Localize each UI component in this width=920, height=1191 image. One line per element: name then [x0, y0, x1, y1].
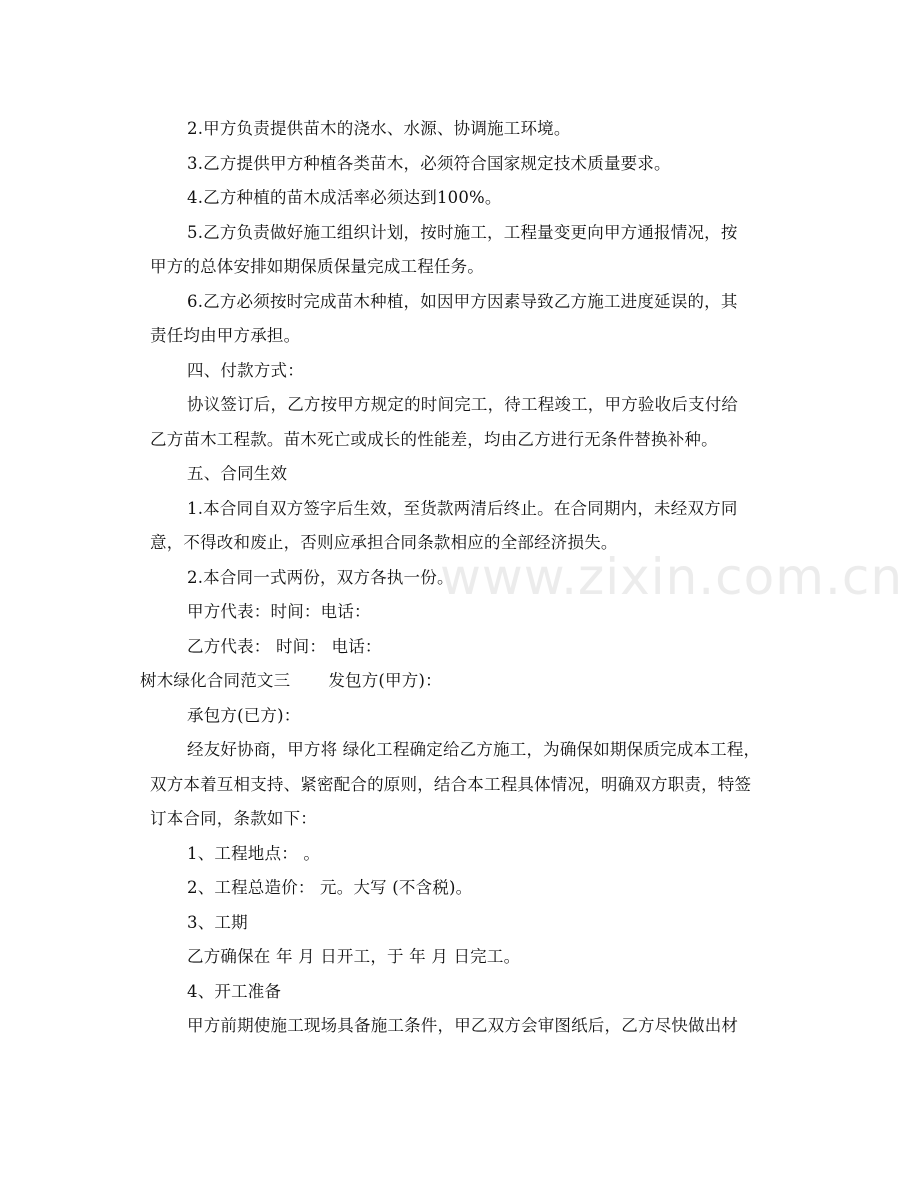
contract-party-b: 承包方(已方)： [187, 705, 301, 725]
contract-party-a: 发包方(甲方)： [328, 671, 442, 690]
payment-line-2: 乙方苗木工程款。苗木死亡或成长的性能差，均由乙方进行无条件替换补种。 [150, 429, 718, 449]
preamble-line-2: 双方本着互相支持、紧密配合的原则，结合本工程具体情况，明确双方职责，特签 [150, 774, 752, 794]
clause-5-line-1: 5.乙方负责做好施工组织计划，按时施工，工程量变更向甲方通报情况，按 [187, 222, 738, 242]
preamble-line-1: 经友好协商，甲方将 绿化工程确定给乙方施工，为确保如期保质完成本工程， [187, 740, 761, 759]
effect-clause-1-line-1: 1.本合同自双方签字后生效，至货款两清后终止。在合同期内，未经双方同 [187, 498, 738, 518]
effect-clause-1-line-2: 意，不得改和废止，否则应承担合同条款相应的全部经济损失。 [150, 533, 618, 552]
item-2-total-cost: 2、工程总造价： 元。大写 (不含税)。 [187, 878, 473, 897]
contract-title: 树木绿化合同范文三 [140, 671, 291, 690]
item-3-schedule-heading: 3、工期 [187, 912, 248, 932]
contract-title-line [140, 664, 790, 699]
clause-6-line-2: 责任均由甲方承担。 [150, 326, 301, 345]
section-5-heading: 五、合同生效 [187, 464, 288, 483]
clause-3-seedling-quality: 3.乙方提供甲方种植各类苗木，必须符合国家规定技术质量要求。 [187, 153, 671, 173]
item-4-preparation-detail: 甲方前期使施工现场具备施工条件，甲乙双方会审图纸后，乙方尽快做出材 [187, 1016, 739, 1035]
clause-4-survival-rate: 4.乙方种植的苗木成活率必须达到100%。 [187, 188, 502, 207]
item-1-location: 1、工程地点： 。 [187, 843, 321, 863]
clause-2-supply-water: 2.甲方负责提供苗木的浇水、水源、协调施工环境。 [187, 119, 571, 138]
effect-clause-2: 2.本合同一式两份，双方各执一份。 [187, 567, 454, 587]
watermark: www.zixin.com.cn [440, 548, 904, 606]
party-b-representative: 乙方代表： 时间： 电话： [187, 636, 382, 656]
clause-6-line-1: 6.乙方必须按时完成苗木种植，如因甲方因素导致乙方施工进度延误的，其 [187, 291, 738, 311]
item-4-preparation-heading: 4、开工准备 [187, 981, 282, 1001]
section-4-heading: 四、付款方式： [187, 360, 304, 380]
clause-5-line-2: 甲方的总体安排如期保质保量完成工程任务。 [150, 257, 484, 276]
item-3-schedule-detail: 乙方确保在 年 月 日开工，于 年 月 日完工。 [187, 947, 521, 966]
party-a-representative: 甲方代表：时间：电话： [187, 602, 371, 621]
preamble-line-3: 订本合同，条款如下： [150, 809, 317, 828]
payment-line-1: 协议签订后，乙方按甲方规定的时间完工，待工程竣工，甲方验收后支付给 [187, 395, 739, 414]
